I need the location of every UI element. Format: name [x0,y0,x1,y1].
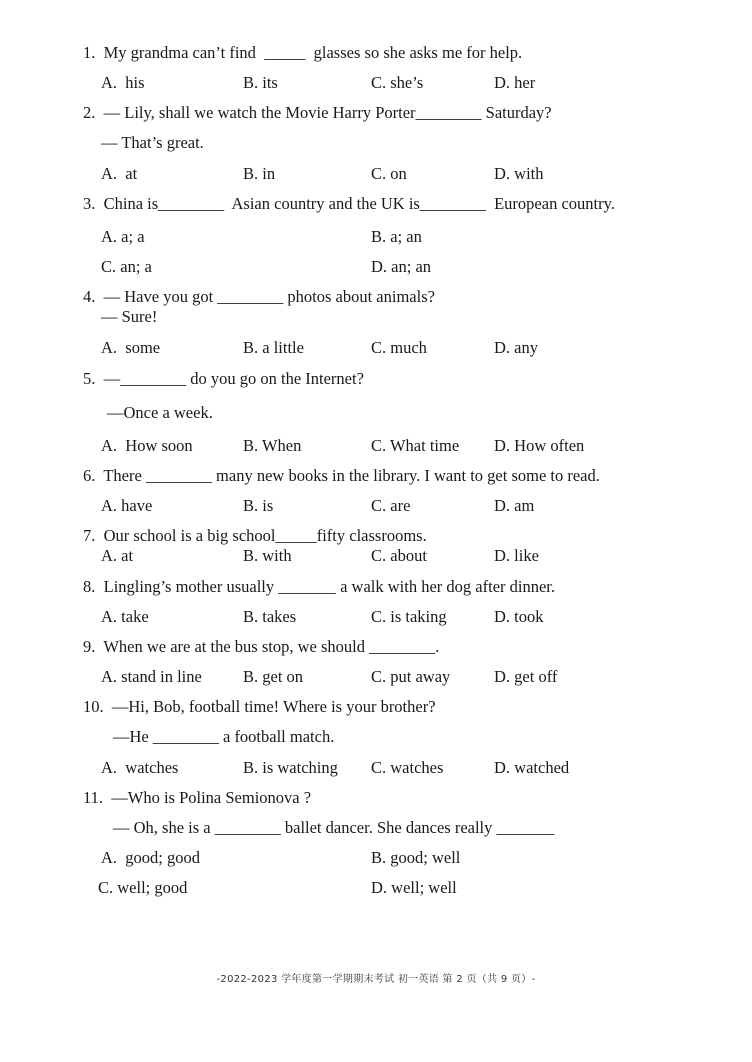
question-2-option-c[interactable]: C. on [371,164,407,183]
question-6-option-b[interactable]: B. is [243,496,274,515]
question-2-option-d[interactable]: D. with [494,164,544,183]
question-7-option-c[interactable]: C. about [371,546,427,565]
question-10-stem: 10. —Hi, Bob, football time! Where is your brother? [83,697,436,716]
question-6-option-a[interactable]: A. have [101,496,153,515]
question-5-option-d[interactable]: D. How often [494,436,585,455]
question-10-option-c[interactable]: C. watches [371,758,444,777]
question-2-option-a[interactable]: A. at [101,164,138,183]
question-7-option-b[interactable]: B. with [243,546,292,565]
question-7-stem: 7. Our school is a big school_____fifty classrooms. [83,526,427,545]
question-3-option-c[interactable]: C. an; a [101,257,152,276]
question-9-option-b[interactable]: B. get on [243,667,304,686]
question-2-reply: — That’s great. [101,133,204,152]
question-2-stem: 2. — Lily, shall we watch the Movie Harry Porter________ Saturday? [83,103,552,122]
question-4-option-a[interactable]: A. some [101,338,161,357]
question-1-option-a[interactable]: A. his [101,73,145,92]
question-9-stem: 9. When we are at the bus stop, we should ________. [83,637,440,656]
question-11-option-c[interactable]: C. well; good [98,878,188,897]
question-4-stem: 4. — Have you got ________ photos about animals? [83,287,435,306]
question-8-option-d[interactable]: D. took [494,607,544,626]
question-9-option-a[interactable]: A. stand in line [101,667,202,686]
question-6-option-d[interactable]: D. am [494,496,535,515]
question-9-option-d[interactable]: D. get off [494,667,558,686]
question-6-option-c[interactable]: C. are [371,496,411,515]
question-3-option-b[interactable]: B. a; an [371,227,422,246]
question-7-option-d[interactable]: D. like [494,546,539,565]
question-5-stem: 5. —________ do you go on the Internet? [83,369,364,388]
question-6-stem: 6. There ________ many new books in the library. I want to get some to read. [83,466,600,485]
question-5-option-b[interactable]: B. When [243,436,302,455]
question-11-option-a[interactable]: A. good; good [101,848,200,867]
question-2-option-b[interactable]: B. in [243,164,276,183]
question-3-option-a[interactable]: A. a; a [101,227,145,246]
question-11-option-d[interactable]: D. well; well [371,878,457,897]
question-10-reply: —He ________ a football match. [113,727,335,746]
question-8-option-a[interactable]: A. take [101,607,149,626]
question-1-option-c[interactable]: C. she’s [371,73,424,92]
question-9-option-c[interactable]: C. put away [371,667,451,686]
question-10-option-d[interactable]: D. watched [494,758,570,777]
question-5-option-a[interactable]: A. How soon [101,436,193,455]
question-1-option-b[interactable]: B. its [243,73,278,92]
page-footer: -2022-2023 学年度第一学期期末考试 初一英语 第 2 页（共 9 页）- [216,974,536,985]
question-10-option-b[interactable]: B. is watching [243,758,338,777]
question-8-option-c[interactable]: C. is taking [371,607,447,626]
question-5-reply: —Once a week. [107,403,213,422]
question-4-reply: — Sure! [101,307,158,326]
question-1-option-d[interactable]: D. her [494,73,536,92]
question-11-option-b[interactable]: B. good; well [371,848,461,867]
question-8-option-b[interactable]: B. takes [243,607,297,626]
question-5-option-c[interactable]: C. What time [371,436,460,455]
question-11-stem: 11. —Who is Polina Semionova ? [83,788,312,807]
question-1-stem: 1. My grandma can’t find _____ glasses so she asks me for help. [83,43,523,62]
question-8-stem: 8. Lingling’s mother usually _______ a walk with her dog after dinner. [83,577,555,596]
question-10-option-a[interactable]: A. watches [101,758,179,777]
question-4-option-d[interactable]: D. any [494,338,538,357]
question-7-option-a[interactable]: A. at [101,546,134,565]
question-4-option-c[interactable]: C. much [371,338,427,357]
question-3-option-d[interactable]: D. an; an [371,257,432,276]
question-4-option-b[interactable]: B. a little [243,338,304,357]
question-11-reply: — Oh, she is a ________ ballet dancer. She dances really _______ [113,818,555,837]
question-3-stem: 3. China is________ Asian country and the UK is________ European country. [83,194,615,213]
